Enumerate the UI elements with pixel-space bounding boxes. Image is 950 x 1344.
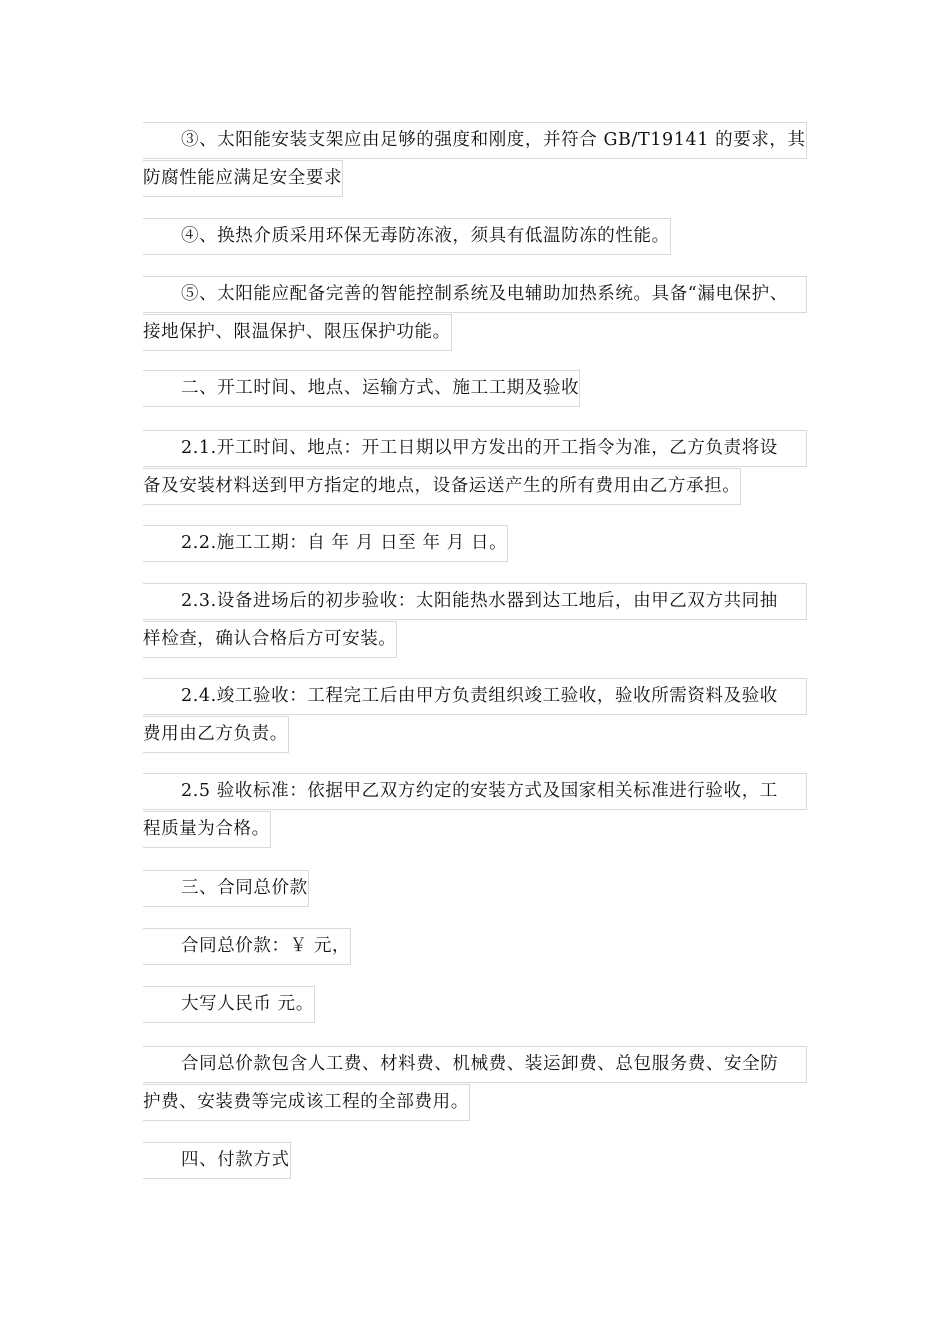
paragraph-line: ④、换热介质采用环保无毒防冻液，须具有低温防冻的性能。 xyxy=(143,218,671,255)
section-heading-2 xyxy=(143,370,807,408)
paragraph-line: 2.3.设备进场后的初步验收：太阳能热水器到达工地后，由甲乙双方共同抽 xyxy=(143,583,807,620)
paragraph-line: 防腐性能应满足安全要求 xyxy=(143,160,343,197)
paragraph-line: 2.2.施工工期：自 年 月 日至 年 月 日。 xyxy=(143,525,508,562)
paragraph-line: 2.5 验收标准：依据甲乙双方约定的安装方式及国家相关标准进行验收，工 xyxy=(143,773,807,810)
paragraph-2-1 xyxy=(143,430,807,506)
paragraph-line: 接地保护、限温保护、限压保护功能。 xyxy=(143,314,452,351)
paragraph-line: 2.4.竣工验收：工程完工后由甲方负责组织竣工验收，验收所需资料及验收 xyxy=(143,678,807,715)
paragraph-line: ⑤、太阳能应配备完善的智能控制系统及电辅助加热系统。具备“漏电保护、 xyxy=(143,276,807,313)
paragraph-line: 合同总价款：￥ 元， xyxy=(143,928,351,965)
section-heading-3 xyxy=(143,870,807,908)
paragraph-line: 三、合同总价款 xyxy=(143,870,309,907)
paragraph-line: 大写人民币 元。 xyxy=(143,986,315,1023)
paragraph-line: 四、付款方式 xyxy=(143,1142,291,1179)
paragraph-control-system xyxy=(143,276,807,352)
paragraph-2-5 xyxy=(143,773,807,849)
section-heading-4 xyxy=(143,1142,807,1180)
paragraph-line: 二、开工时间、地点、运输方式、施工工期及验收 xyxy=(143,370,580,407)
paragraph-2-2 xyxy=(143,525,807,563)
paragraph-line: 2.1.开工时间、地点：开工日期以甲方发出的开工指令为准，乙方负责将设 xyxy=(143,430,807,467)
paragraph-2-3 xyxy=(143,583,807,659)
paragraph-solar-bracket xyxy=(143,122,807,198)
paragraph-price-in-words xyxy=(143,986,807,1024)
paragraph-total-price xyxy=(143,928,807,966)
paragraph-line: 备及安装材料送到甲方指定的地点，设备运送产生的所有费用由乙方承担。 xyxy=(143,468,741,505)
paragraph-line: ③、太阳能安装支架应由足够的强度和刚度，并符合 GB/T19141 的要求，其 xyxy=(143,122,807,159)
paragraph-line: 程质量为合格。 xyxy=(143,811,271,848)
paragraph-line: 费用由乙方负责。 xyxy=(143,716,289,753)
paragraph-line: 护费、安装费等完成该工程的全部费用。 xyxy=(143,1084,470,1121)
paragraph-line: 样检查，确认合格后方可安装。 xyxy=(143,621,397,658)
paragraph-2-4 xyxy=(143,678,807,754)
paragraph-heat-medium xyxy=(143,218,807,256)
paragraph-line: 合同总价款包含人工费、材料费、机械费、装运卸费、总包服务费、安全防 xyxy=(143,1046,807,1083)
paragraph-price-scope xyxy=(143,1046,807,1122)
